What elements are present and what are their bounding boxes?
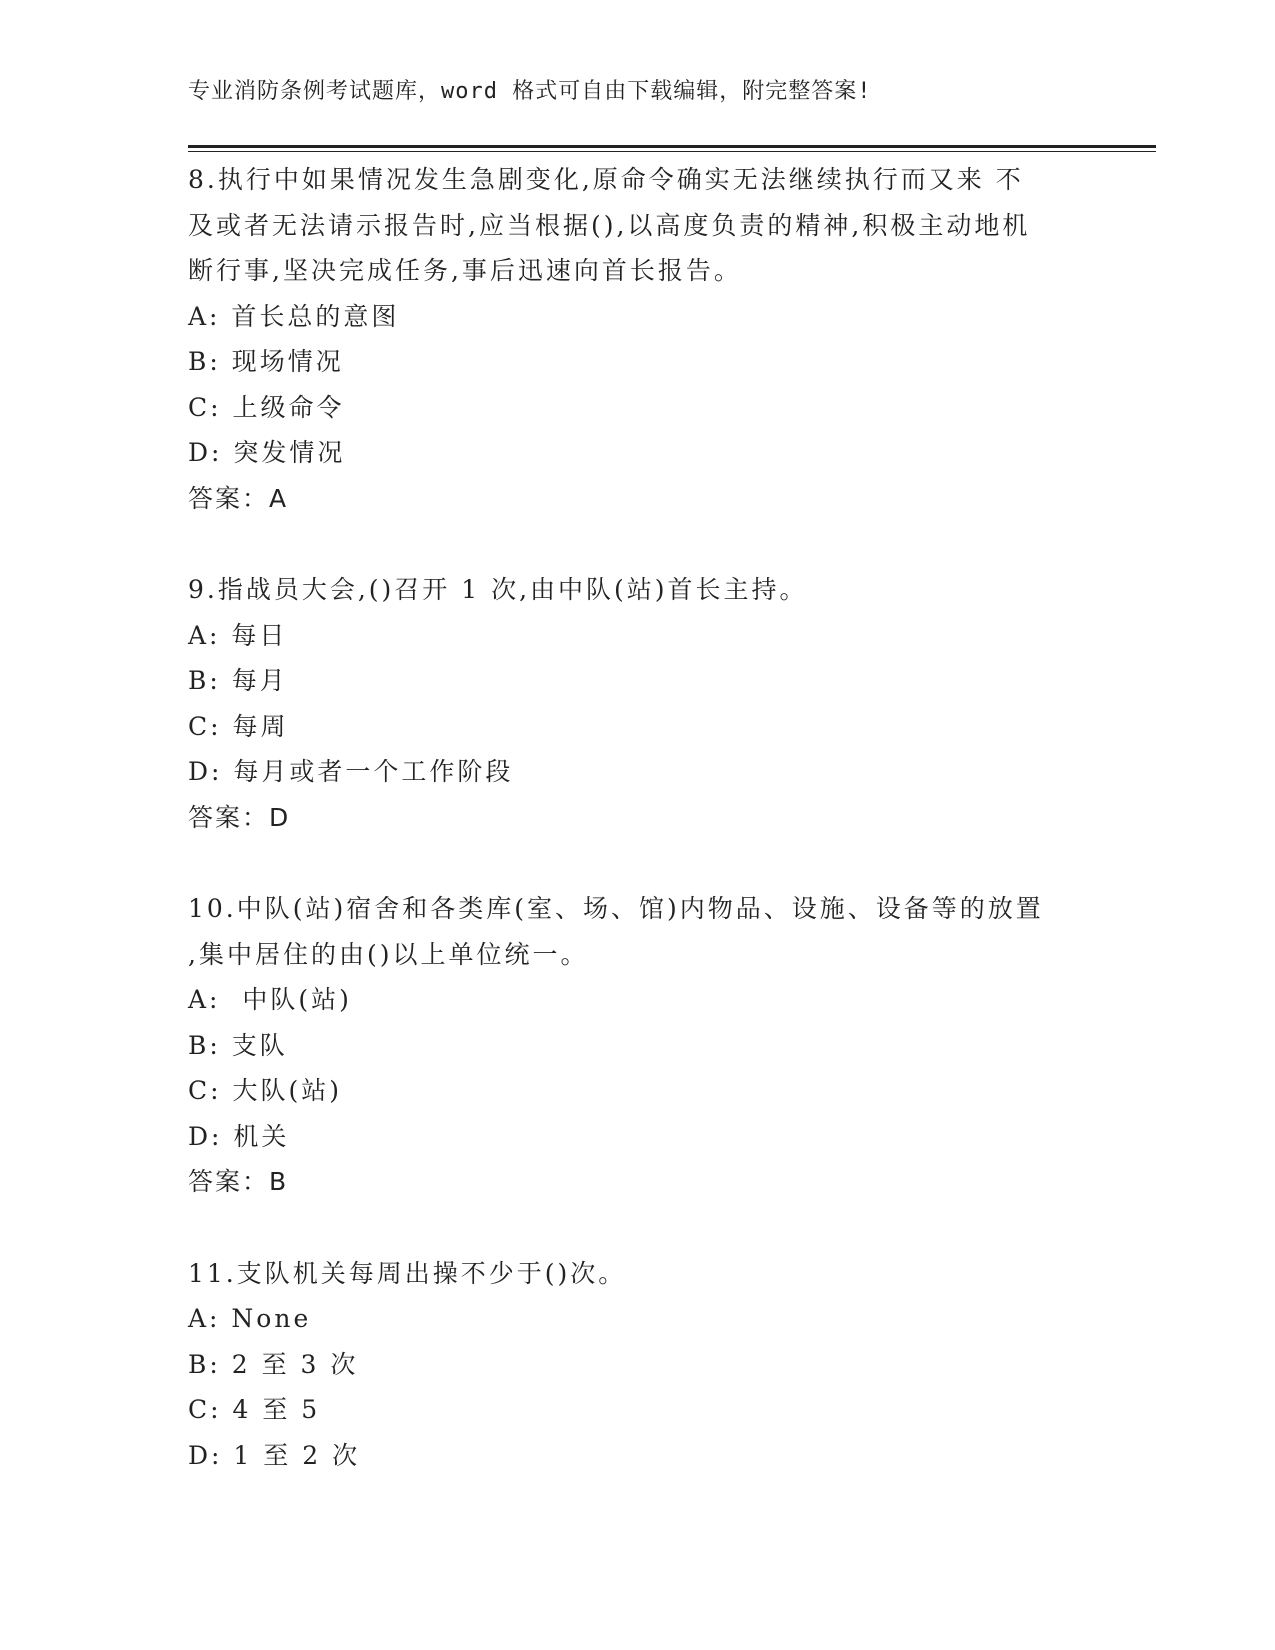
- option-a: A: 中队(站): [188, 985, 352, 1014]
- option-b: B: 现场情况: [188, 347, 344, 376]
- option-d: D: 每月或者一个工作阶段: [188, 757, 514, 786]
- option-d: D: 突发情况: [188, 438, 346, 467]
- question-10: [188, 886, 1088, 1205]
- option-a: A: 首长总的意图: [188, 301, 400, 331]
- option-d: D: 机关: [188, 1121, 290, 1151]
- answer-line: 答案：B: [188, 1167, 289, 1196]
- header-rule-thin: [188, 151, 1156, 152]
- question-text-line: 10.中队(站)宿舍和各类库(室、场、馆)内物品、设施、设备等的放置: [188, 894, 1044, 923]
- header-rule-thick: [188, 145, 1156, 148]
- question-8: [188, 157, 1088, 521]
- answer-line: 答案：A: [188, 483, 289, 513]
- page-header: 专业消防条例考试题库，word 格式可自由下载编辑，附完整答案!: [188, 79, 872, 104]
- option-b: B: 支队: [188, 1030, 288, 1060]
- question-text-line: 及或者无法请示报告时,应当根据(),以高度负责的精神,积极主动地机: [188, 210, 1031, 240]
- question-list: [188, 157, 1088, 1524]
- option-a: A: 每日: [188, 620, 288, 650]
- option-b: B: 每月: [188, 666, 288, 695]
- option-d: D: 1 至 2 次: [188, 1440, 361, 1470]
- question-text-line: 11.支队机关每周出操不少于()次。: [188, 1258, 627, 1288]
- option-c: C: 上级命令: [188, 392, 345, 422]
- question-9: [188, 567, 1088, 840]
- option-c: C: 4 至 5: [188, 1395, 321, 1424]
- option-c: C: 每周: [188, 711, 289, 741]
- question-text-line: 断行事,坚决完成任务,事后迅速向首长报告。: [188, 256, 742, 285]
- option-a: A: None: [188, 1304, 312, 1333]
- question-text-line: 9.指战员大会,()召开 1 次,由中队(站)首长主持。: [188, 575, 808, 604]
- question-11: [188, 1251, 1088, 1479]
- question-text-line: 8.执行中如果情况发生急剧变化,原命令确实无法继续执行而又来 不: [188, 165, 1024, 194]
- answer-line: 答案：D: [188, 802, 291, 832]
- question-text-line: ,集中居住的由()以上单位统一。: [188, 939, 589, 969]
- option-b: B: 2 至 3 次: [188, 1349, 359, 1379]
- option-c: C: 大队(站): [188, 1076, 343, 1105]
